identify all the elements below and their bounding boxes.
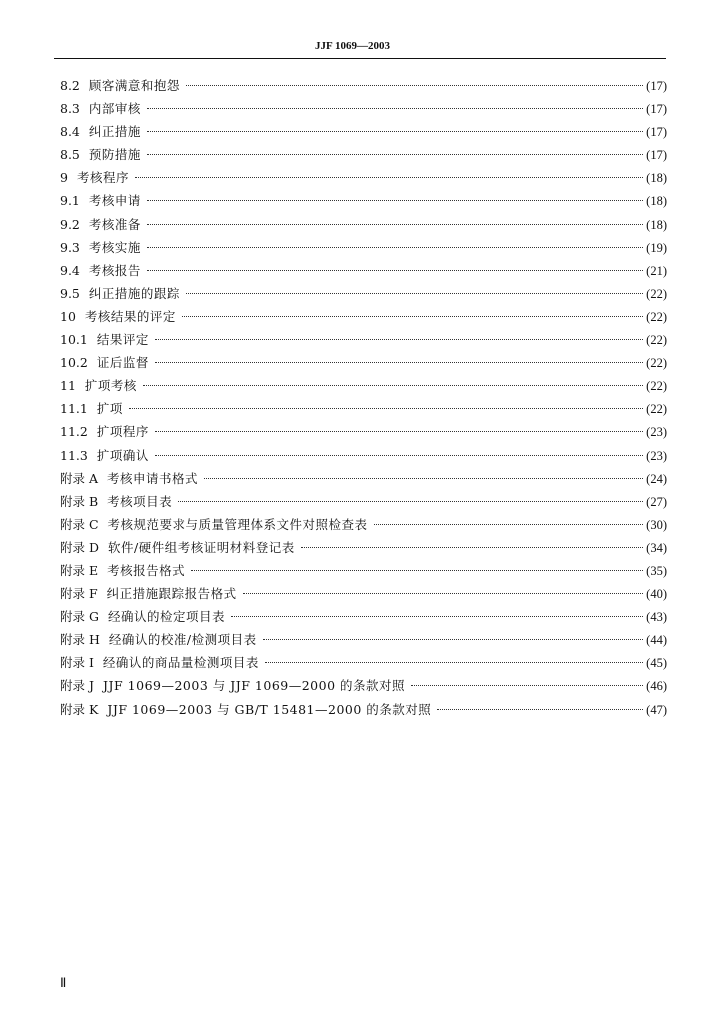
toc-entry-number: 10 (60, 308, 76, 324)
dot-leader (147, 224, 643, 225)
dot-leader (301, 547, 643, 548)
toc-entry-page: (30) (646, 517, 667, 532)
toc-entry-page: (47) (646, 702, 667, 717)
toc-entry[interactable] (60, 328, 667, 351)
dot-leader (204, 478, 643, 479)
toc-entry[interactable] (60, 166, 667, 189)
toc-entry[interactable] (60, 213, 667, 236)
dot-leader (186, 293, 643, 294)
dot-leader (155, 339, 643, 340)
toc-entry-number: 9 (60, 170, 68, 186)
dot-leader (129, 408, 643, 409)
dot-leader (186, 85, 643, 86)
dot-leader (182, 316, 643, 317)
toc-entry[interactable] (60, 513, 667, 536)
toc-entry-title: 考核准备 (88, 216, 141, 232)
dot-leader (263, 639, 644, 640)
toc-entry-page: (22) (646, 379, 667, 394)
toc-entry-title: 考核申请书格式 (107, 470, 199, 486)
toc-entry-number: 9.4 (60, 262, 80, 278)
toc-entry[interactable] (60, 351, 667, 374)
toc-entry-page: (34) (646, 540, 667, 555)
dot-leader (147, 247, 643, 248)
toc-entry[interactable] (60, 420, 667, 443)
dot-leader (147, 131, 643, 132)
running-header: JJF 1069—2003 (314, 40, 391, 52)
toc-entry-number: 8.2 (60, 78, 80, 93)
toc-entry[interactable] (60, 674, 667, 697)
toc-entry-number: 附录 G (60, 609, 99, 625)
toc-entry-page: (35) (646, 563, 667, 578)
toc-entry-page: (24) (646, 471, 667, 486)
toc-entry[interactable] (60, 467, 667, 490)
dot-leader (143, 385, 643, 386)
dot-leader (135, 177, 643, 178)
toc-entry-number: 10.2 (60, 355, 88, 371)
toc-entry-number: 11.2 (60, 424, 88, 440)
toc-entry-page: (23) (646, 425, 667, 440)
toc-entry-title: 扩项 (96, 401, 123, 417)
toc-entry-page: (23) (646, 448, 667, 463)
toc-entry-title: 证后监督 (96, 355, 149, 371)
toc-entry-number: 10.1 (60, 332, 88, 348)
toc-entry-page: (46) (646, 679, 667, 694)
dot-leader (155, 362, 643, 363)
toc-entry-number: 附录 E (60, 562, 99, 578)
dot-leader (437, 709, 643, 710)
toc-entry[interactable] (60, 374, 667, 397)
page-number: Ⅱ (60, 975, 67, 990)
dot-leader (147, 200, 643, 201)
toc-entry-number: 9.3 (60, 239, 80, 255)
toc-entry-title: 经确认的商品量检测项目表 (102, 655, 259, 671)
toc-entry-number: 附录 H (60, 632, 100, 648)
dot-leader (147, 270, 643, 271)
toc-entry-title: 预防措施 (88, 147, 141, 163)
toc-entry[interactable] (60, 97, 667, 120)
toc-entry-title: 扩项确认 (96, 447, 149, 463)
toc-entry-title: 纠正措施的跟踪 (88, 285, 180, 301)
dot-leader (178, 501, 643, 502)
toc-entry[interactable] (60, 698, 667, 721)
toc-entry-number: 9.5 (60, 285, 80, 301)
toc-entry-title: JJF 1069—2003 与 JJF 1069—2000 的条款对照 (103, 678, 406, 694)
toc-entry-title: 软件/硬件组考核证明材料登记表 (108, 539, 295, 555)
toc-entry-page: (40) (646, 587, 667, 602)
toc-entry-title: 纠正措施 (88, 124, 141, 140)
toc-entry[interactable] (60, 74, 667, 97)
toc-entry[interactable] (60, 305, 667, 328)
toc-entry[interactable] (60, 259, 667, 282)
dot-leader (147, 154, 643, 155)
toc-entry-number: 11.3 (60, 447, 88, 463)
toc-entry-number: 附录 I (60, 655, 94, 671)
toc-entry-page: (21) (646, 263, 667, 278)
toc-entry-title: 考核报告格式 (107, 562, 186, 578)
toc-entry[interactable] (60, 189, 667, 212)
toc-entry-number: 8.4 (60, 124, 80, 140)
toc-entry[interactable] (60, 628, 667, 651)
toc-entry-number: 附录 J (60, 678, 94, 694)
toc-entry[interactable] (60, 536, 667, 559)
toc-entry-page: (27) (646, 494, 667, 509)
dot-leader (155, 455, 643, 456)
toc-entry-title: 考核报告 (88, 262, 141, 278)
dot-leader (243, 593, 644, 594)
toc-entry-title: 考核项目表 (107, 493, 173, 509)
toc-entry-page: (22) (646, 309, 667, 324)
toc-entry-number: 附录 B (60, 493, 99, 509)
toc-entry-number: 11.1 (60, 401, 88, 417)
toc-entry-title: 结果评定 (96, 332, 149, 348)
dot-leader (374, 524, 644, 525)
toc-entry-page: (45) (646, 656, 667, 671)
toc-entry-number: 附录 C (60, 516, 99, 532)
toc-entry-page: (44) (646, 633, 667, 648)
toc-entry-page: (18) (646, 171, 667, 186)
toc-entry[interactable] (60, 559, 667, 582)
toc-entry-page: (17) (646, 79, 667, 93)
toc-entry-title: 扩项程序 (96, 424, 149, 440)
toc-entry-page: (22) (646, 402, 667, 417)
toc-entry[interactable] (60, 397, 667, 420)
toc-entry-page: (22) (646, 333, 667, 348)
toc-entry-page: (18) (646, 217, 667, 232)
toc-entry-title: 考核申请 (88, 193, 141, 209)
toc-entry-number: 9.2 (60, 216, 80, 232)
toc-entry-number: 附录 K (60, 701, 99, 717)
toc-entry[interactable] (60, 444, 667, 467)
toc-entry-number: 11 (60, 378, 76, 394)
toc-entry-page: (17) (646, 125, 667, 140)
toc-entry-title: JJF 1069—2003 与 GB/T 15481—2000 的条款对照 (107, 701, 432, 717)
toc-entry-page: (22) (646, 286, 667, 301)
toc-entry[interactable] (60, 143, 667, 166)
header-rule (54, 58, 666, 59)
toc-entry-number: 附录 A (60, 470, 99, 486)
toc-entry-page: (17) (646, 148, 667, 163)
dot-leader (265, 662, 643, 663)
toc-entry-title: 顾客满意和抱怨 (88, 78, 180, 93)
dot-leader (191, 570, 643, 571)
toc-entry-number: 附录 D (60, 539, 99, 555)
toc-entry-number: 附录 F (60, 586, 98, 602)
toc-entry[interactable] (60, 582, 667, 605)
toc-entry-page: (22) (646, 356, 667, 371)
toc-entry[interactable] (60, 120, 667, 143)
toc-entry[interactable] (60, 282, 667, 305)
toc-entry[interactable] (60, 605, 667, 628)
toc-entry-title: 考核程序 (76, 170, 129, 186)
dot-leader (147, 108, 643, 109)
toc-entry-number: 8.3 (60, 101, 80, 117)
toc-entry[interactable] (60, 490, 667, 513)
toc-entry-page: (19) (646, 240, 667, 255)
toc-entry-title: 纠正措施跟踪报告格式 (106, 586, 237, 602)
toc-entry-number: 9.1 (60, 193, 80, 209)
toc-entry-title: 扩项考核 (84, 378, 137, 394)
toc-entry-title: 考核结果的评定 (84, 308, 176, 324)
table-of-contents (60, 74, 667, 721)
toc-entry-title: 考核规范要求与质量管理体系文件对照检查表 (107, 516, 368, 532)
dot-leader (155, 431, 643, 432)
toc-entry-title: 考核实施 (88, 239, 141, 255)
toc-entry-page: (18) (646, 194, 667, 209)
toc-entry[interactable] (60, 236, 667, 259)
dot-leader (411, 685, 643, 686)
toc-entry-title: 内部审核 (88, 101, 141, 117)
toc-entry-title: 经确认的校准/检测项目表 (108, 632, 257, 648)
dot-leader (231, 616, 643, 617)
toc-entry-page: (43) (646, 610, 667, 625)
toc-entry[interactable] (60, 651, 667, 674)
toc-entry-page: (17) (646, 102, 667, 117)
toc-entry-number: 8.5 (60, 147, 80, 163)
toc-entry-title: 经确认的检定项目表 (107, 609, 225, 625)
